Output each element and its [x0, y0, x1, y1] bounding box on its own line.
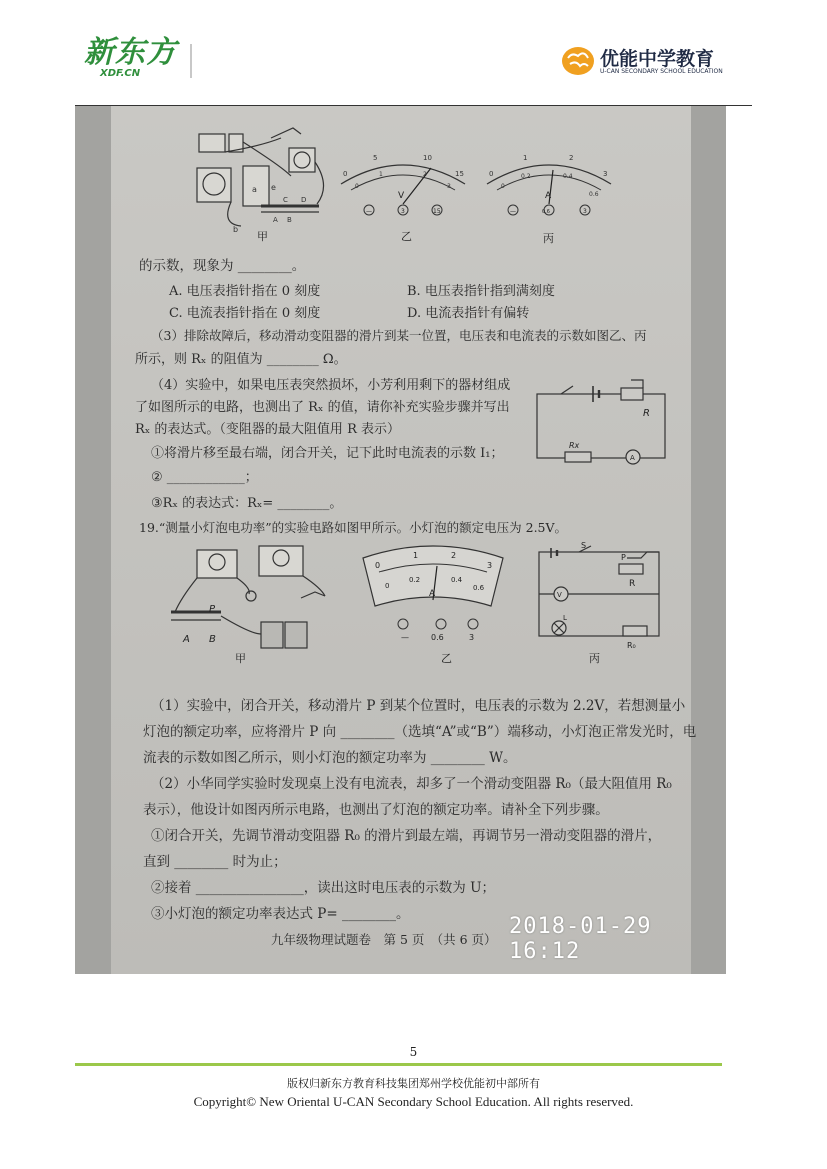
q19-part1-line2: 灯泡的额定功率，应将滑片 P 向 ________（选填“A”或“B”）端移动，小灯泡正常发光时，电 — [143, 724, 697, 740]
copyright-cn: 版权归新东方教育科技集团郑州学校优能初中部所有 — [287, 1077, 540, 1090]
letter-a: a — [252, 185, 257, 194]
letter-B: B — [287, 216, 292, 224]
volt-term-15: 15 — [433, 208, 441, 215]
volt-inner-2: 2 — [423, 171, 427, 178]
letter-A-2: A — [183, 634, 190, 645]
label-R-right: R — [629, 579, 636, 589]
page-number: 5 — [409, 1045, 418, 1059]
label-yi-2: 乙 — [441, 652, 452, 665]
amp-tick-2: 2 — [569, 154, 574, 162]
letter-C: C — [283, 196, 288, 204]
ammeter-dial — [487, 165, 611, 215]
volt-unit: V — [398, 191, 405, 201]
label-bing-2: 丙 — [589, 652, 600, 665]
volt-term-neg: — — [366, 208, 372, 215]
volt-term-3: 3 — [401, 208, 405, 215]
amp-tick-0: 0 — [489, 170, 494, 178]
header-separator — [190, 44, 192, 78]
amp-inner-04: 0.4 — [563, 173, 573, 180]
amp-tick-1: 1 — [523, 154, 528, 162]
figure-2 — [111, 538, 691, 668]
q18-option-d: D. 电流表指针有偏转 — [407, 306, 530, 321]
q19-step-3: ③小灯泡的额定功率表达式 P= ________。 — [151, 906, 410, 922]
q18-part3-line2: 所示，则 Rₓ 的阻值为 ________ Ω。 — [135, 352, 347, 367]
label-bing-1: 丙 — [543, 232, 554, 245]
copyright-en: Copyright© New Oriental U-CAN Secondary School Education. All rights reserved. — [193, 1094, 634, 1109]
amp2-inner-02: 0.2 — [409, 576, 421, 584]
q19-step-2: ②接着 ________________，读出这时电压表的示数为 U； — [151, 880, 495, 896]
volt-inner-0: 0 — [355, 183, 359, 190]
amp-inner-0: 0 — [501, 183, 505, 190]
circuit-small — [531, 376, 671, 466]
label-S: S — [581, 541, 587, 550]
brand-left-text: 新东方 — [84, 35, 177, 70]
label-jia-1: 甲 — [257, 230, 268, 243]
brand-left-sub: XDF.CN — [100, 68, 141, 79]
amp2-term-neg: — — [401, 633, 409, 642]
q19-step-1: ①闭合开关，先调节滑动变阻器 R₀ 的滑片到最左端，再调节另一滑动变阻器的滑片， — [151, 828, 662, 844]
amp2-inner-06: 0.6 — [473, 584, 485, 592]
letter-b: b — [233, 225, 239, 234]
volt-tick-15: 15 — [455, 170, 464, 178]
brain-icon — [560, 44, 596, 78]
volt-tick-5: 5 — [373, 154, 378, 162]
amp2-tick-1: 1 — [413, 551, 419, 560]
amp2-tick-3: 3 — [487, 561, 493, 570]
label-P-right: P — [621, 553, 626, 562]
amp2-unit: A — [429, 589, 436, 599]
label-R-small: R — [643, 408, 650, 419]
amp2-term-06: 0.6 — [431, 633, 444, 642]
amp2-tick-2: 2 — [451, 551, 457, 560]
q19-part2-line2: 表示），他设计如图丙所示电路，也测出了灯泡的额定功率。请补全下列步骤。 — [143, 802, 609, 818]
xdf-logo — [84, 35, 194, 82]
q18-part3-line1: （3）排除故障后，移动滑动变阻器的滑片到某一位置，电压表和电流表的示数如图乙、丙 — [151, 328, 647, 343]
amp-tick-3: 3 — [603, 170, 608, 178]
letter-e: e — [271, 183, 276, 192]
paper-page-footer: 九年级物理试题卷 第 5 页 （共 6 页） — [271, 932, 497, 947]
q18-step-2: ② ____________； — [151, 470, 258, 485]
volt-inner-1: 1 — [379, 171, 383, 178]
q18-option-a: A. 电压表指针指在 0 刻度 — [169, 284, 321, 299]
q19-part1-line1: （1）实验中，闭合开关，移动滑片 P 到某个位置时，电压表的示数为 2.2V，若想测量小 — [151, 698, 686, 714]
circuit-apparatus-jia — [197, 128, 324, 226]
letter-B-2: B — [209, 634, 216, 645]
brand-right-sub: U-CAN SECONDARY SCHOOL EDUCATION — [600, 68, 723, 75]
label-yi-1: 乙 — [401, 230, 412, 243]
amp2-inner-0: 0 — [385, 582, 390, 590]
q18-option-b: B. 电压表指针指到满刻度 — [407, 284, 555, 299]
q19-title: 19.“测量小灯泡电功率”的实验电路如图甲所示。小灯泡的额定电压为 2.5V。 — [139, 520, 568, 535]
q18-part4-line1: （4）实验中，如果电压表突然损坏，小芳利用剩下的器材组成 — [151, 378, 511, 393]
volt-tick-0: 0 — [343, 170, 348, 178]
brand-right-text: 优能中学教育 — [600, 48, 715, 70]
footer-rule — [75, 1063, 722, 1066]
q19-part2-line1: （2）小华同学实验时发现桌上没有电流表，却多了一个滑动变阻器 R₀（最大阻值用 R₀ — [151, 776, 672, 792]
exam-photo — [75, 106, 726, 974]
exam-paper — [111, 106, 697, 974]
volt-tick-10: 10 — [423, 154, 432, 162]
letter-D: D — [301, 196, 307, 204]
q18-line-1: 的示数，现象为 ________。 — [139, 258, 306, 274]
amp2-term-3: 3 — [469, 633, 475, 642]
label-A-small: A — [630, 454, 635, 462]
ucan-logo — [560, 44, 740, 78]
label-V: V — [557, 591, 562, 599]
q18-step-3: ③Rₓ 的表达式：Rₓ= ________。 — [151, 496, 343, 511]
label-R0: R₀ — [627, 641, 636, 650]
q18-option-c: C. 电流表指针指在 0 刻度 — [169, 306, 321, 321]
amp2-tick-0: 0 — [375, 561, 381, 570]
q18-step-1: ①将滑片移至最右端，闭合开关，记下此时电流表的示数 I₁； — [151, 446, 504, 461]
circuit-apparatus-jia-2 — [171, 546, 325, 648]
q18-part4-line2: 了如图所示的电路，也测出了 Rₓ 的值，请你补充实验步骤并写出 — [135, 400, 510, 415]
amp-term-neg: — — [510, 208, 516, 215]
amp-inner-02: 0.2 — [521, 173, 531, 180]
label-jia-2: 甲 — [235, 652, 246, 665]
amp2-inner-04: 0.4 — [451, 576, 463, 584]
q19-part1-line3: 流表的示数如图乙所示，则小灯泡的额定功率为 ________ W。 — [143, 750, 517, 766]
letter-P-2: P — [209, 604, 216, 615]
amp-inner-06: 0.6 — [589, 191, 599, 198]
q18-part4-line3: Rₓ 的表达式。（变阻器的最大阻值用 R 表示） — [135, 422, 400, 437]
amp-term-06: 0.6 — [542, 209, 550, 215]
photo-timestamp: 2018-01-29 16:12 — [509, 914, 652, 964]
q19-step-1b: 直到 ________ 时为止； — [143, 854, 287, 870]
amp-unit: A — [545, 191, 552, 201]
label-L: L — [563, 614, 567, 622]
figure-1 — [111, 106, 691, 256]
letter-A: A — [273, 216, 278, 224]
volt-inner-3: 3 — [447, 183, 451, 190]
amp-term-3: 3 — [583, 208, 587, 215]
label-Rx-small: Rx — [569, 441, 580, 450]
